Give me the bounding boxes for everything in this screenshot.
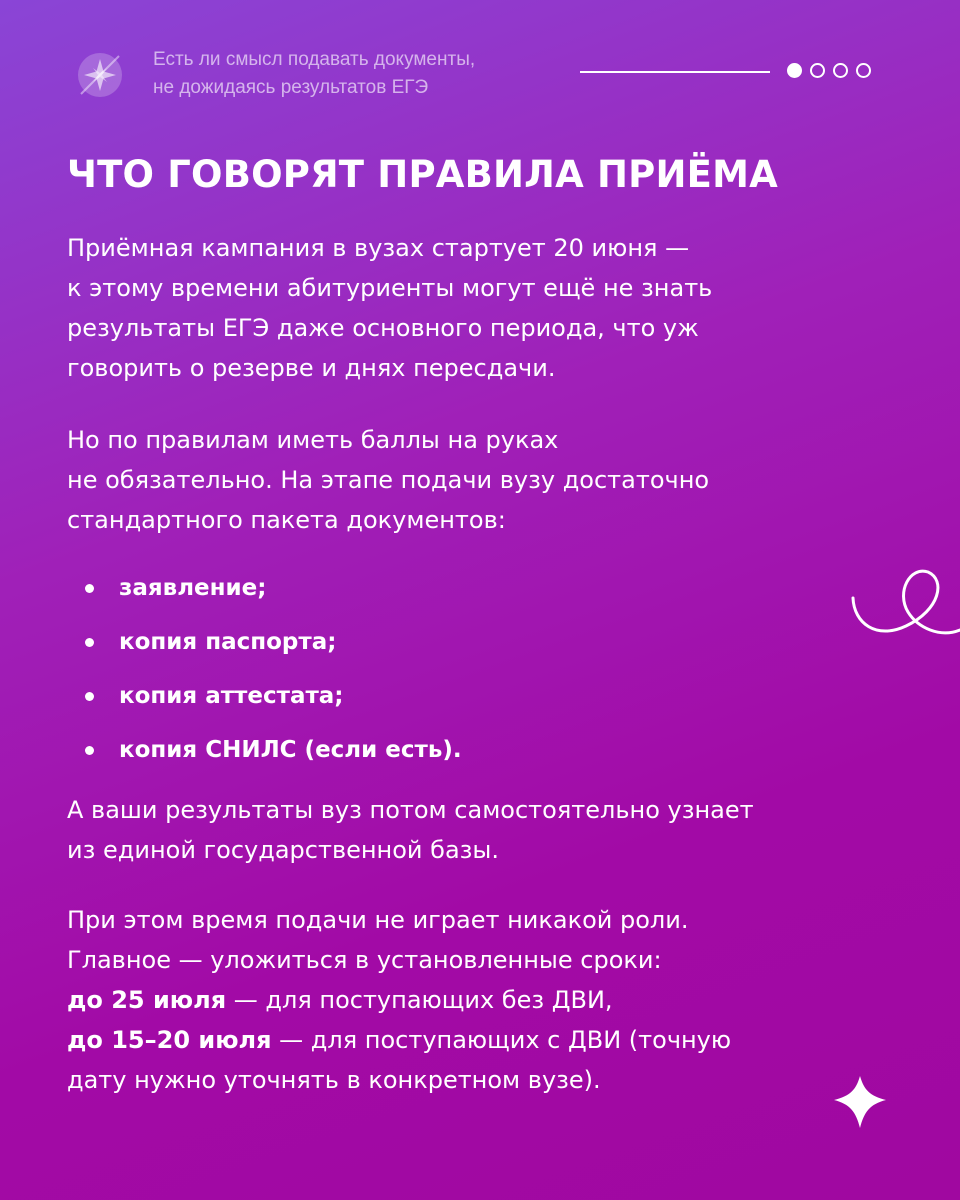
page-dot-4	[856, 63, 871, 78]
paragraph-rules: Но по правилам иметь баллы на руках не обязательно. На этапе подачи вузу достаточно стандартного пакета документов:	[67, 426, 710, 534]
page-dot-1	[787, 63, 802, 78]
deadline-2-text: — для поступающих с ДВИ (точную дату нужно уточнять в конкретном вузе).	[67, 1026, 732, 1094]
paragraph-results: А ваши результаты вуз потом самостоятельно узнает из единой государственной базы.	[67, 796, 754, 864]
page-dot-3	[833, 63, 848, 78]
compass-star-icon	[75, 50, 125, 100]
page-title: ЧТО ГОВОРЯТ ПРАВИЛА ПРИЁМА	[67, 153, 779, 196]
list-item: копия СНИЛС (если есть).	[67, 730, 867, 770]
list-item: заявление;	[67, 568, 867, 608]
page-dot-2	[810, 63, 825, 78]
sparkle-star-icon	[830, 1072, 890, 1132]
header	[75, 42, 895, 112]
paragraph-campaign-start: Приёмная кампания в вузах стартует 20 июня — к этому времени абитуриенты могут ещё не знать результаты ЕГЭ даже основного периода, что уж говорить о резерве и днях пересдачи.	[67, 234, 713, 382]
bullet-icon	[85, 746, 94, 755]
bullet-icon	[85, 638, 94, 647]
header-subtitle: Есть ли смысл подавать документы, не дожидаясь результатов ЕГЭ	[153, 49, 476, 98]
main-content	[67, 228, 867, 1100]
deadline-1-text: — для поступающих без ДВИ,	[226, 986, 613, 1014]
paragraph-deadlines	[67, 900, 867, 1100]
bullet-icon	[85, 692, 94, 701]
deadline-1-date: до 25 июля	[67, 986, 227, 1014]
documents-list	[67, 568, 867, 770]
list-item: копия паспорта;	[67, 622, 867, 662]
loop-line-icon	[848, 568, 960, 668]
deadline-2-date: до 15–20 июля	[67, 1026, 272, 1054]
bullet-icon	[85, 584, 94, 593]
header-divider	[580, 71, 770, 73]
list-item: копия аттестата;	[67, 676, 867, 716]
deadlines-intro: При этом время подачи не играет никакой роли. Главное — уложиться в установленные сроки:	[67, 906, 689, 974]
page-indicator	[787, 63, 871, 78]
